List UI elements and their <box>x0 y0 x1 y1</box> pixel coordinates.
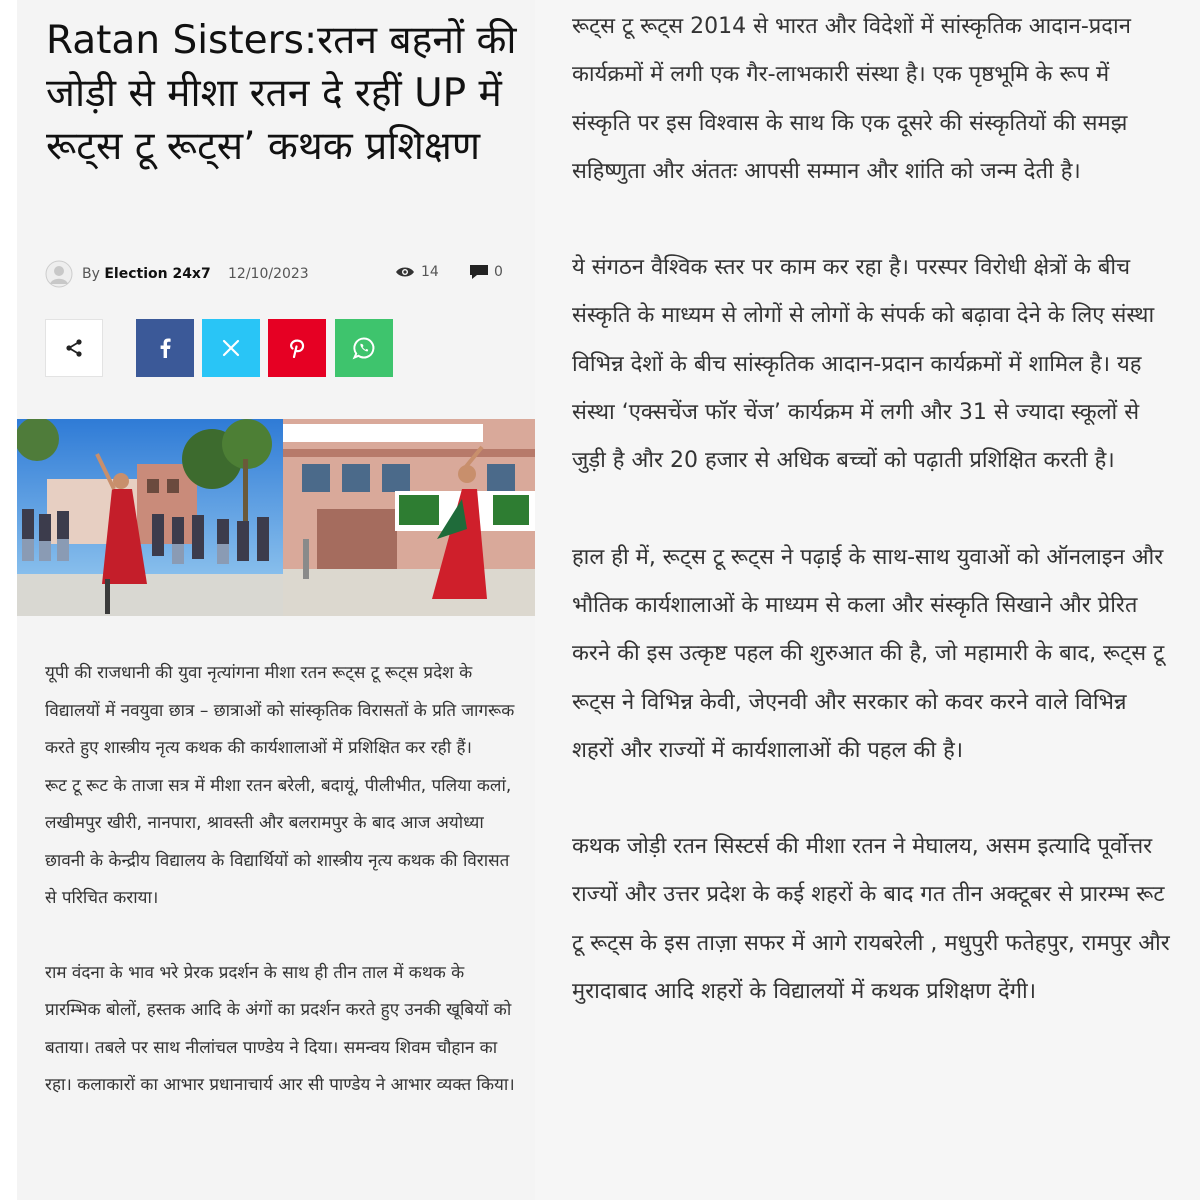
page-title: Ratan Sisters:रतन बहनों की जोड़ी से मीशा रतन दे रहीं UP में रूट्स टू रूट्स’ कथक प्रशिक्षण <box>46 18 517 169</box>
comment-icon <box>470 265 488 279</box>
view-count-value: 14 <box>421 264 439 280</box>
paragraph: राम वंदना के भाव भरे प्रेरक प्रदर्शन के साथ ही तीन ताल में कथक के प्रारम्भिक बोलों, हस्तक आदि के अंगों का प्रदर्शन करते हुए उनकी खूबियों को बताया। तबले पर साथ नीलांचल पाण्डेय ने दिया। समन्वय शिवम चौहान का रहा। कलाकारों का आभार प्रधानाचार्य आर सी पाण्डेय ने आभार व्यक्त किया। <box>45 962 515 1095</box>
view-count <box>395 264 439 280</box>
paragraph: यूपी की राजधानी की युवा नृत्यांगना मीशा रतन रूट्स टू रूट्स प्रदेश के विद्यालयों में नवयुवा छात्र – छात्राओं को सांस्कृतिक विरासतों के प्रति जागरूक करते हुए शास्त्रीय नृत्य कथक की कार्यशालाओं में प्रशिक्षित कर रही हैं। <box>45 663 515 758</box>
comment-count[interactable] <box>470 264 503 280</box>
post-date: 12/10/2023 <box>228 266 309 282</box>
author-prefix: By <box>82 266 100 282</box>
avatar-icon[interactable] <box>45 260 73 288</box>
article-body-right <box>572 3 1172 1064</box>
pinterest-share-button[interactable] <box>268 319 326 377</box>
author-byline <box>82 266 211 282</box>
article-photo <box>17 419 535 616</box>
whatsapp-icon <box>352 336 376 360</box>
x-icon <box>222 339 240 357</box>
facebook-icon <box>159 338 171 358</box>
article-meta <box>45 258 515 290</box>
paragraph: हाल ही में, रूट्स टू रूट्स ने पढ़ाई के साथ-साथ युवाओं को ऑनलाइन और भौतिक कार्यशालाओं के माध्यम से कला और संस्कृति सिखाने और प्रेरित करने की इस उत्कृष्ट पहल की शुरुआत की है, जो महामारी के बाद, रूट्स टू रूट्स ने विभिन्न केवी, जेएनवी और सरकार को कवर करने वाले विभिन्न शहरों और राज्यों में कार्यशालाओं की पहल की है। <box>572 544 1165 763</box>
pinterest-icon <box>289 338 305 358</box>
facebook-share-button[interactable] <box>136 319 194 377</box>
whatsapp-share-button[interactable] <box>335 319 393 377</box>
comment-count-value: 0 <box>494 264 503 280</box>
kathak-performance-image <box>17 419 535 616</box>
share-icon <box>64 338 84 358</box>
share-button[interactable] <box>45 319 103 377</box>
paragraph: कथक जोड़ी रतन सिस्टर्स की मीशा रतन ने मेघालय, असम इत्यादि पूर्वोत्तर राज्यों और उत्तर प्रदेश के कई शहरों के बाद गत तीन अक्टूबर से प्रारम्भ रूट टू रूट्स के इस ताज़ा सफर में आगे रायबरेली , मधुपुरी फतेहपुर, रामपुर और मुरादाबाद आदि शहरों के विद्यालयों में कथक प्रशिक्षण देंगी। <box>572 834 1170 1005</box>
article-body-left <box>45 655 515 1105</box>
paragraph: रूट्स टू रूट्स 2014 से भारत और विदेशों में सांस्कृतिक आदान-प्रदान कार्यक्रमों में लगी एक गैर-लाभकारी संस्था है। एक पृष्ठभूमि के रूप में संस्कृति पर इस विश्वास के साथ कि एक दूसरे की संस्कृतियों की समझ सहिष्णुता और अंततः आपसी सम्मान और शांति को जन्म देती है। <box>572 14 1131 184</box>
author-link[interactable]: Election 24x7 <box>104 266 211 282</box>
paragraph: रूट टू रूट के ताजा सत्र में मीशा रतन बरेली, बदायूं, पीलीभीत, पलिया कलां, लखीमपुर खीरी, नानपारा, श्रावस्ती और बलरामपुर के बाद आज अयोध्या छावनी के केन्द्रीय विद्यालय के विद्यार्थियों को शास्त्रीय नृत्य कथक की विरासत से परिचित कराया। <box>45 775 512 908</box>
eye-icon <box>395 266 415 278</box>
x-share-button[interactable] <box>202 319 260 377</box>
paragraph: ये संगठन वैश्विक स्तर पर काम कर रहा है। परस्पर विरोधी क्षेत्रों के बीच संस्कृति के माध्यम से लोगों से लोगों के संपर्क को बढ़ावा देने के लिए संस्था विभिन्न देशों के बीच सांस्कृतिक आदान-प्रदान कार्यक्रमों में शामिल है। यह संस्था ‘एक्सचेंज फॉर चेंज’ कार्यक्रम में लगी और 31 से ज्यादा स्कूलों से जुड़ी है और 20 हजार से अधिक बच्चों को पढ़ाती प्रशिक्षित करती है। <box>572 255 1155 474</box>
